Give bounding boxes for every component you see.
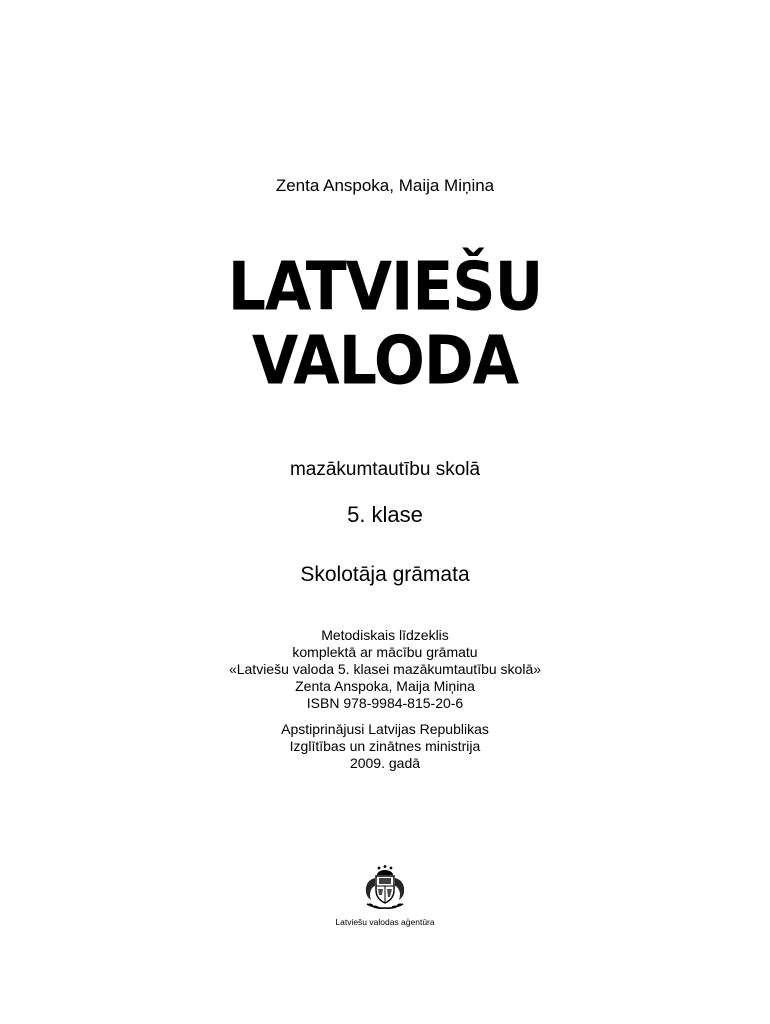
approval-info (0, 721, 770, 772)
meta-line: Zenta Anspoka, Maija Miņina (295, 678, 475, 694)
title-line-1: LATVIEŠU (227, 248, 543, 327)
isbn: ISBN 978-9984-815-20-6 (306, 695, 464, 711)
publisher-name: Latviešu valodas aģentūra (335, 917, 435, 927)
approval-line: Apstiprinājusi Latvijas Republikas (281, 721, 489, 737)
authors: Zenta Anspoka, Maija Miņina (275, 176, 495, 195)
subtitle: mazākumtautību skolā (289, 459, 481, 480)
grade-label: 5. klase (347, 502, 423, 527)
methodical-info (0, 627, 770, 712)
meta-line: Metodiskais līdzeklis (321, 627, 449, 643)
meta-line: «Latviešu valoda 5. klasei mazākumtautību skolā» (228, 661, 542, 677)
title-line-2: VALODA (251, 322, 519, 401)
approval-line: Izglītības un zinātnes ministrija (289, 738, 481, 754)
book-type: Skolotāja grāmata (300, 563, 470, 586)
meta-line: komplektā ar mācību grāmatu (292, 644, 478, 660)
approval-year: 2009. gadā (349, 755, 421, 771)
latvian-coat-of-arms-icon (357, 864, 413, 914)
